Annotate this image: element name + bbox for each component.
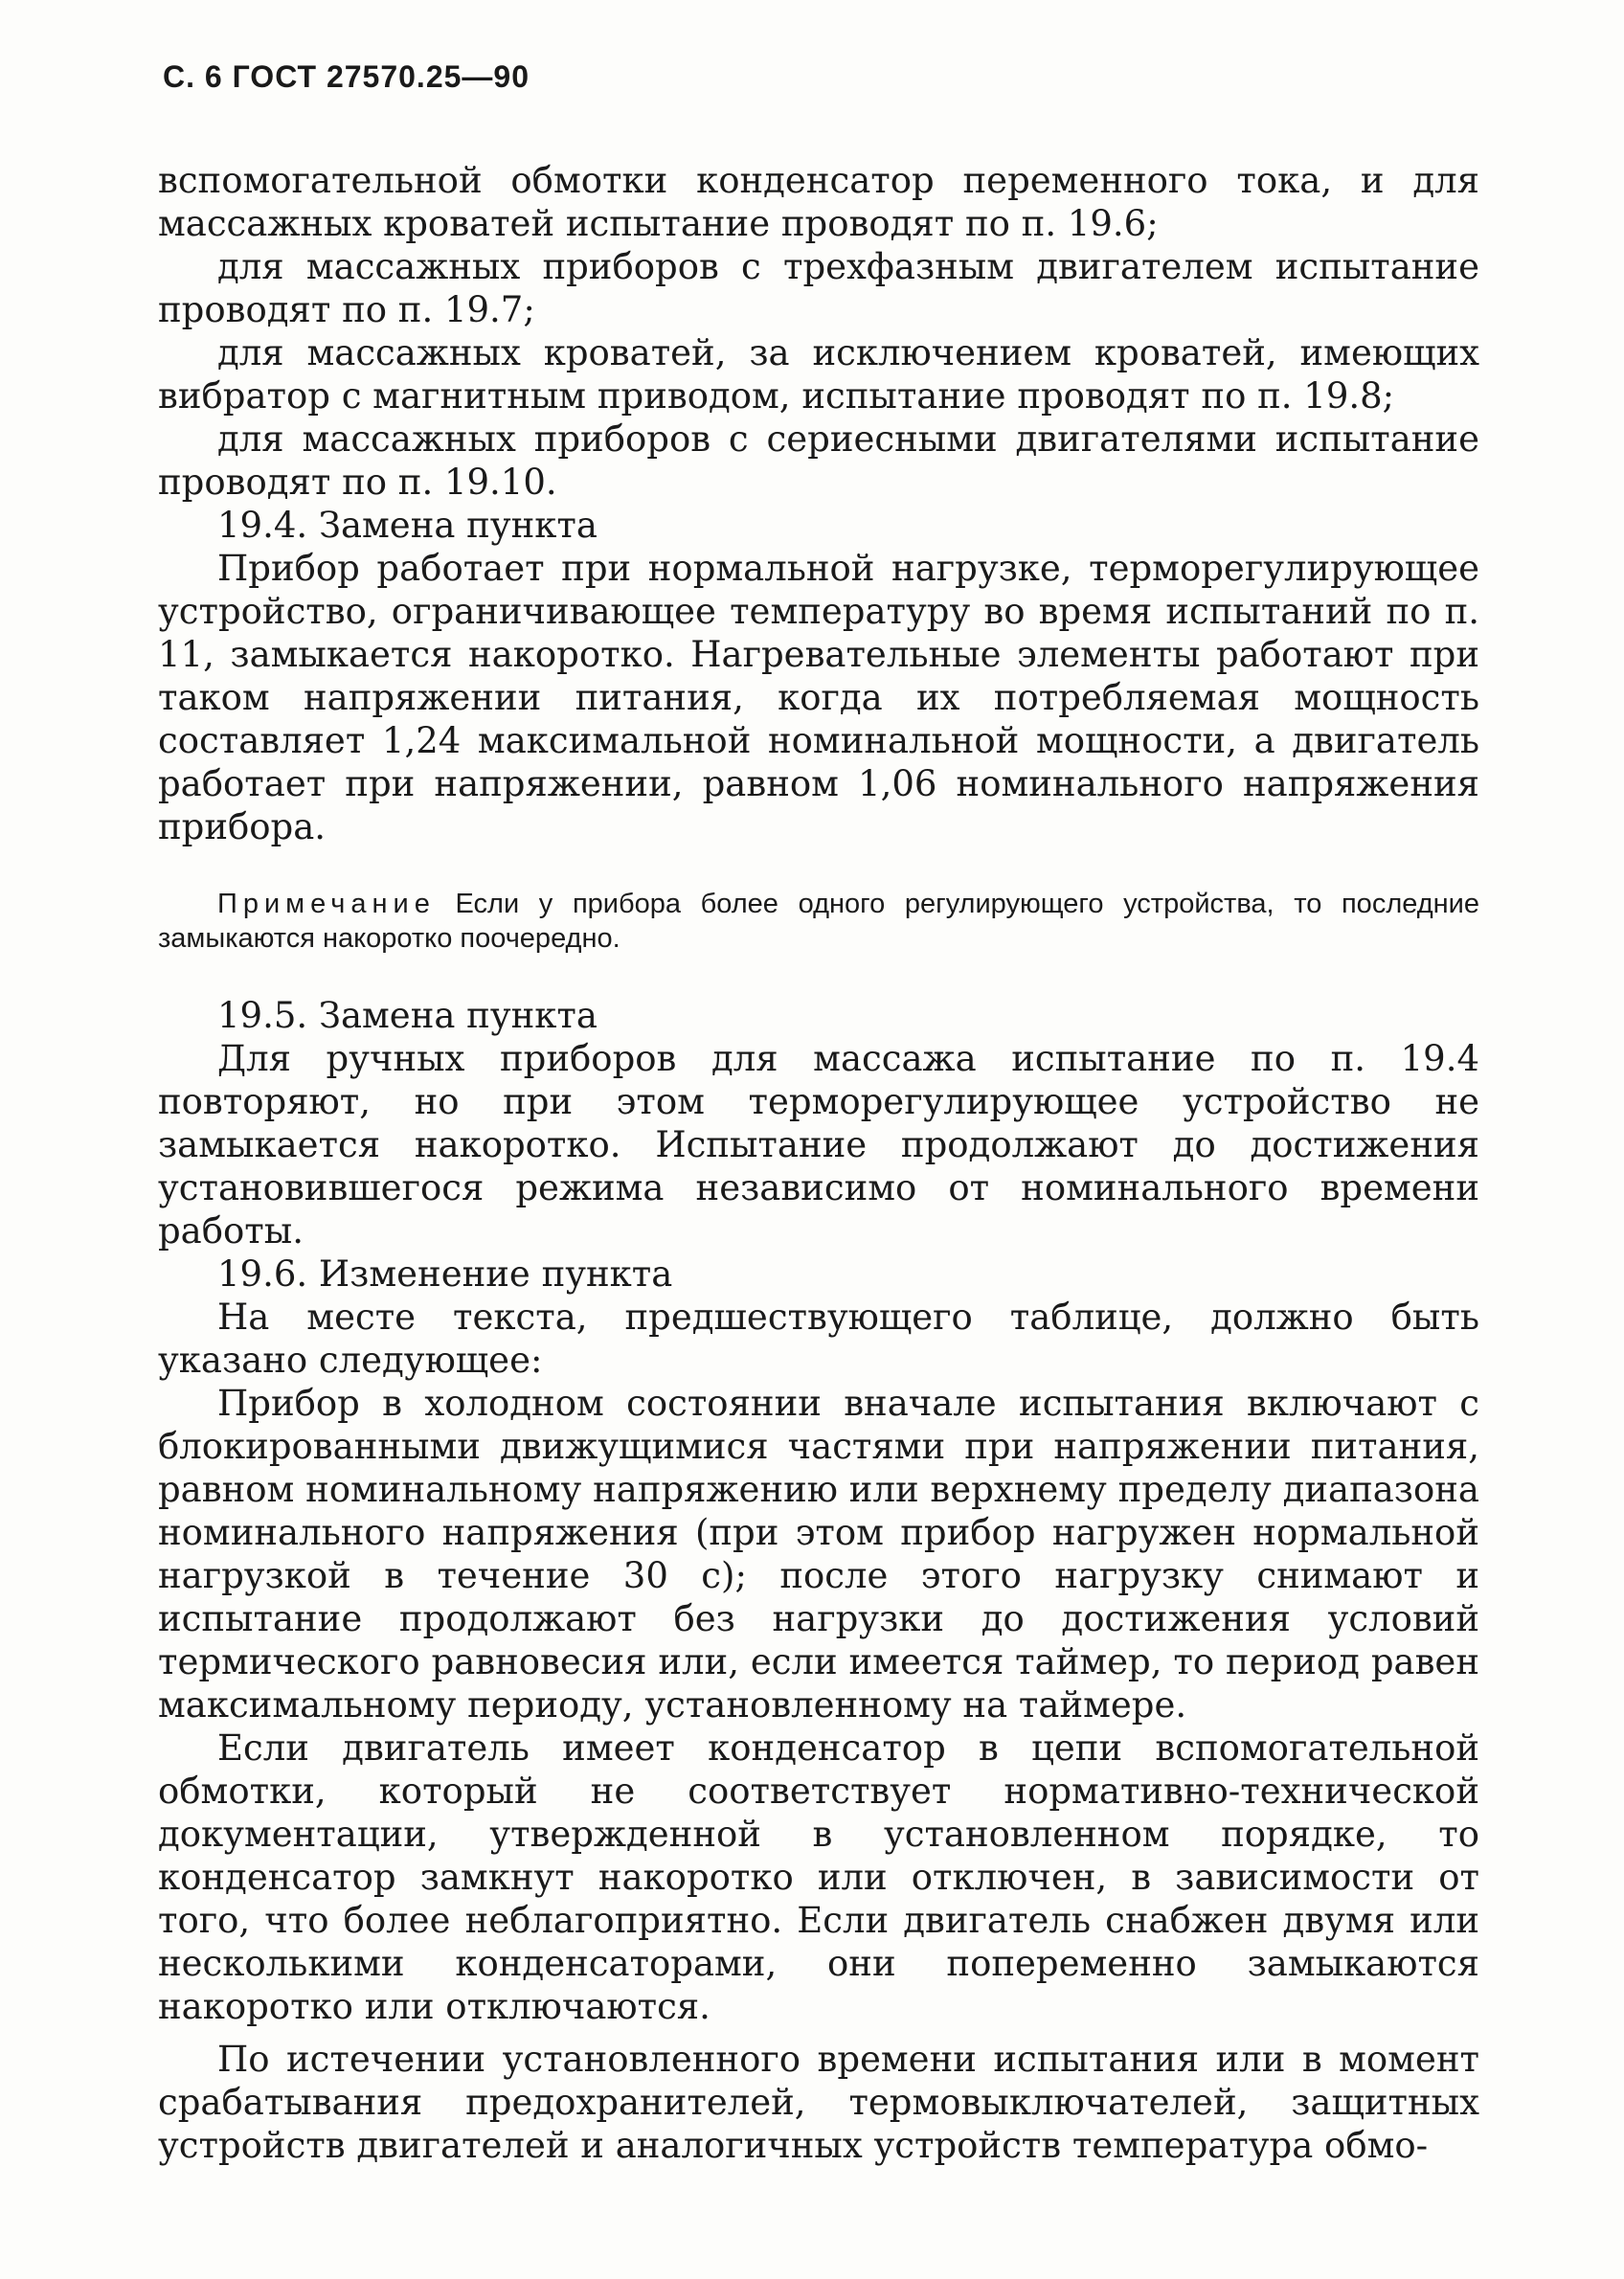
paragraph-continuation: вспомогательной обмотки конденсатор переменного тока, и для массажных кроватей испытание проводят по п. 19.6; (158, 160, 1479, 244)
paragraph-19-6-temperature: По истечении установленного времени испытания или в момент срабатывания предохранителей, термовыключателей, защитных устройств двигателей и аналогичных устройств температура обмо- (158, 2039, 1479, 2166)
section-heading-19-5: 19.5. Замена пункта (217, 995, 598, 1036)
document-body (158, 159, 1479, 2167)
section-heading-19-6: 19.6. Изменение пункта (217, 1253, 673, 1295)
page-header: С. 6 ГОСТ 27570.25—90 (163, 59, 530, 94)
paragraph-19-6-capacitor: Если двигатель имеет конденсатор в цепи вспомогательной обмотки, который не соответствует нормативно-технической документации, утвержденной в установленном порядке, то конденсатор замкнут накоротко или отключен, в зависимости от того, что более неблагоприятно. Если двигатель снабжен двумя или несколькими конденсаторами, они попеременно замыкаются накоротко или отключаются. (158, 1727, 1479, 2027)
paragraph-19-4: Прибор работает при нормальной нагрузке, терморегулирующее устройство, ограничивающее температуру во время испытаний по п. 11, замыкается накоротко. Нагревательные элементы работают при таком напряжении питания, когда их потребляемая мощность составляет 1,24 максимальной номинальной мощности, а двигатель работает при напряжении, равном 1,06 номинального напряжения прибора. (158, 548, 1479, 847)
note-label: Примечание (217, 889, 436, 919)
note-text: Если у прибора более одного регулирующего устройства, то последние замыкаются накоротко поочередно. (158, 889, 1479, 954)
paragraph-19-5: Для ручных приборов для массажа испытание по п. 19.4 повторяют, но при этом терморегулирующее устройство не замыкается накоротко. Испытание продолжают до достижения установившегося режима независимо от номинального времени работы. (158, 1038, 1479, 1252)
paragraph-three-phase: для массажных приборов с трехфазным двигателем испытание проводят по п. 19.7; (158, 246, 1479, 330)
paragraph-series-motors: для массажных приборов с сериесными двигателями испытание проводят по п. 19.10. (158, 418, 1479, 503)
note (158, 887, 1479, 956)
section-heading-19-4: 19.4. Замена пункта (217, 505, 598, 546)
paragraph-19-6-cold-state: Прибор в холодном состоянии вначале испытания включают с блокированными движущимися частями при напряжении питания, равном номинальному напряжению или верхнему пределу диапазона номинального напряжения (при этом прибор нагружен нормальной нагрузкой в течение 30 с); после этого нагрузку снимают и испытание продолжают без нагрузки до достижения условий термического равновесия или, если имеется таймер, то период равен максимальному периоду, установленному на таймере. (158, 1383, 1479, 1726)
paragraph-massage-beds: для массажных кроватей, за исключением кроватей, имеющих вибратор с магнитным приводом, испытание проводят по п. 19.8; (158, 332, 1479, 417)
paragraph-19-6-intro: На месте текста, предшествующего таблице, должно быть указано следующее: (158, 1297, 1479, 1381)
